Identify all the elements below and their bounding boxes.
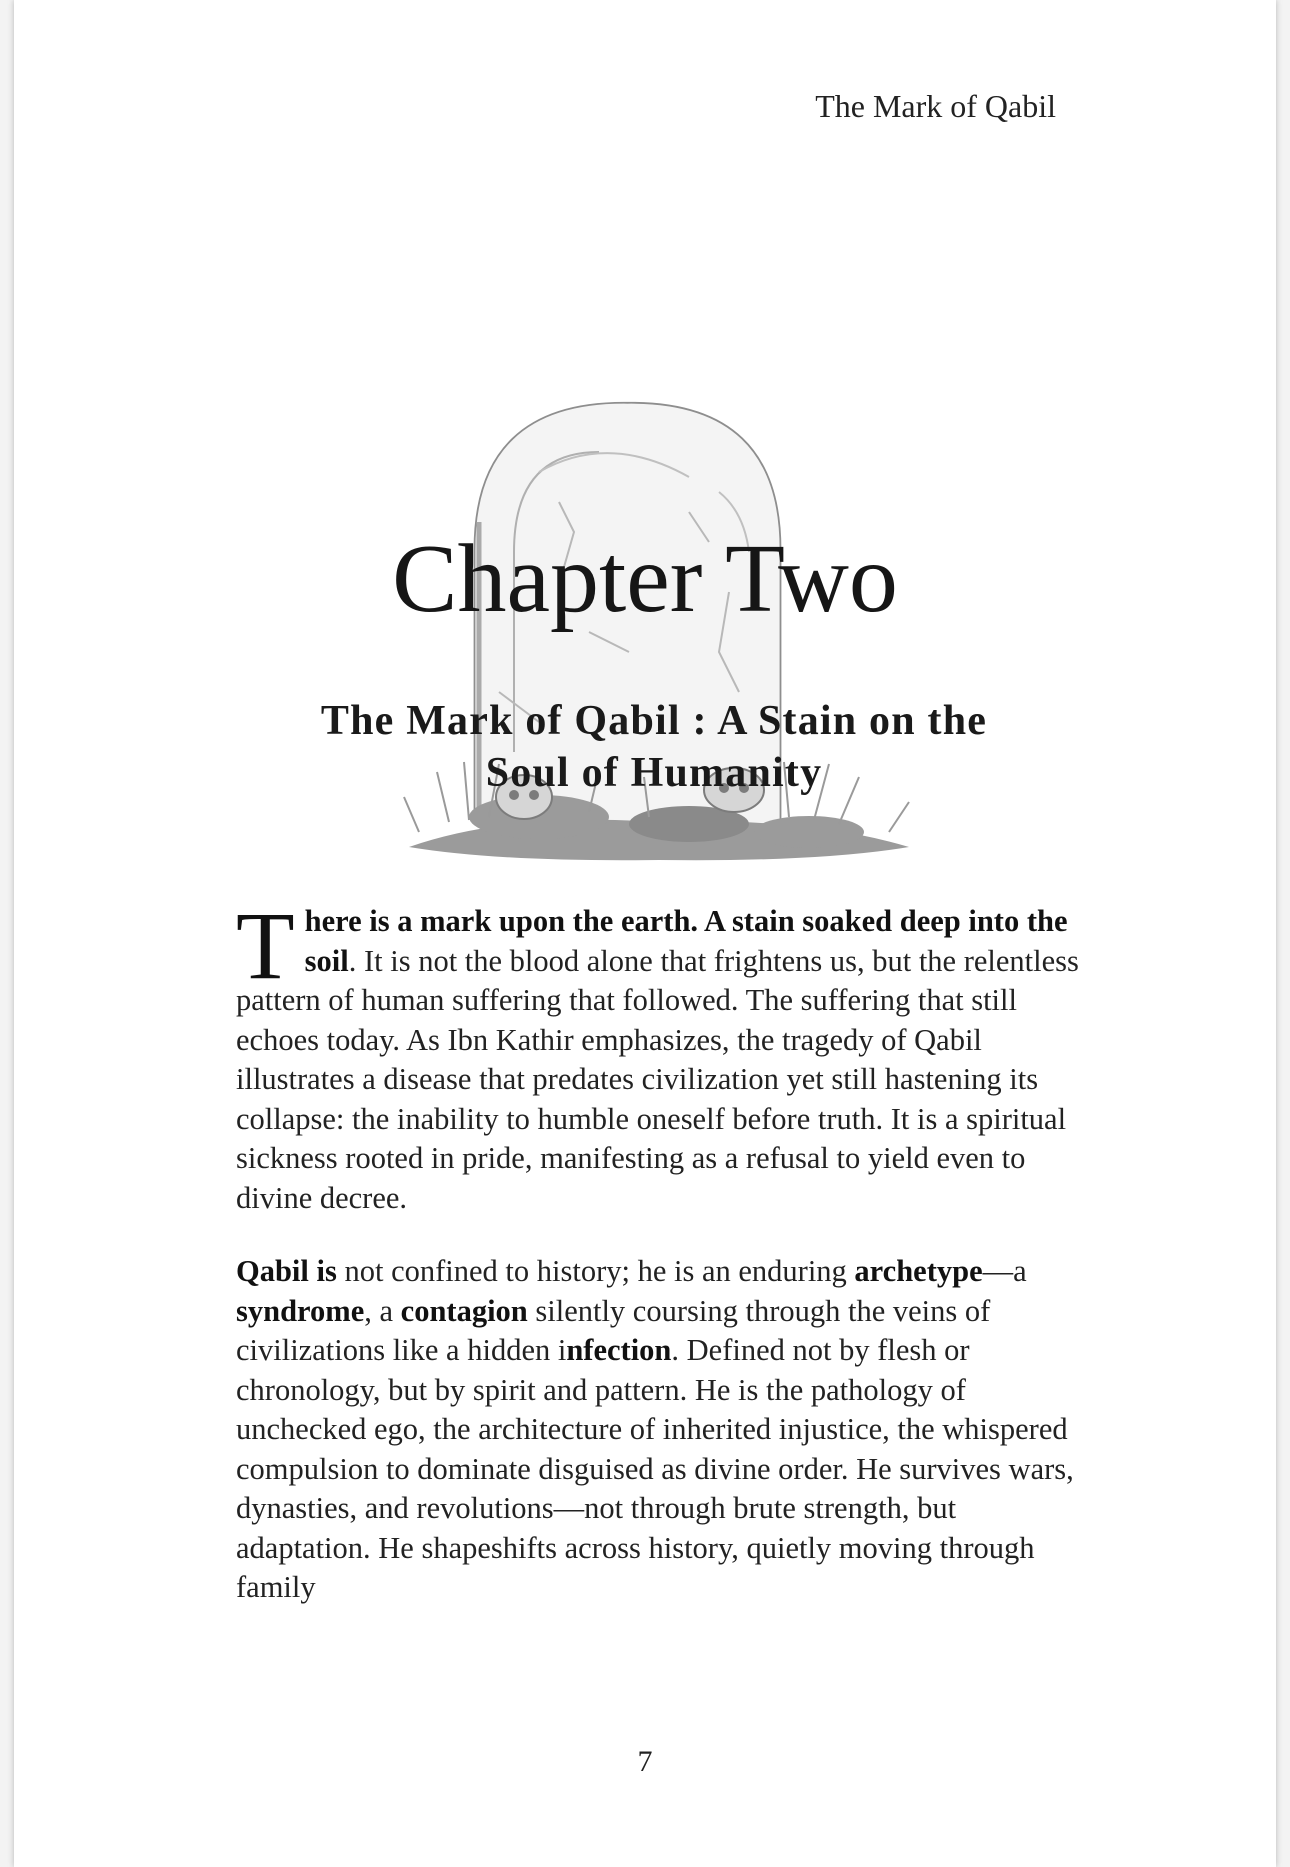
paragraph-2-text: not confined to history; he is an enduring (336, 1254, 855, 1288)
bold-intro: here is a mark upon the earth. A stain soaked deep into the soil (304, 904, 1068, 978)
emphasis-syndrome: syndrome (236, 1293, 365, 1328)
paragraph-1-text: . It is not the blood alone that frightens us, but the relentless pattern of human suffering that followed. The suffering that still echoes today. As Ibn Kathir emphasizes, the tragedy of Qabil illustrates a disease that predates civilization yet still hastening its collapse: the inability to humble oneself before truth. It is a spiritual sickness rooted in pride, manifesting as a refusal to yield even to divine decree. (236, 943, 1079, 1215)
paragraph-2-text: . Defined not by flesh or chronology, but by spirit and pattern. He is the pathology of unchecked ego, the architecture of inherited injustice, the whispered compulsion to dominate disguised as divine order. He survives wars, dynasties, and revolutions—not through brute strength, but adaptation. He shapeshifts across history, quietly moving through family (236, 1333, 1074, 1604)
emphasis-qabil: Qabil is (236, 1254, 337, 1288)
paragraph-2-text: , a (364, 1293, 401, 1328)
book-page (14, 0, 1276, 1867)
paragraph-2-text: silently coursing through the veins of civilizations like a hidden i (236, 1293, 991, 1367)
chapter-title: Chapter Two (392, 525, 898, 633)
chapter-subtitle-line2: Soul of Humanity (485, 750, 823, 796)
chapter-subtitle-line1: The Mark of Qabil : A Stain on the (320, 698, 988, 744)
page-number: 7 (637, 1745, 653, 1778)
chapter-subtitle (224, 695, 1084, 799)
paragraph-2-text: —a (982, 1254, 1027, 1288)
emphasis-infection: nfection (566, 1333, 672, 1367)
paragraph-2 (236, 1252, 1086, 1608)
emphasis-archetype: archetype (854, 1254, 983, 1288)
body-text (236, 892, 1086, 1642)
gravestone-with-skulls-icon (389, 392, 929, 892)
drop-cap: T (236, 892, 295, 999)
paragraph-1 (236, 892, 1086, 1218)
running-header: The Mark of Qabil (815, 88, 1056, 124)
emphasis-contagion: contagion (400, 1293, 528, 1328)
